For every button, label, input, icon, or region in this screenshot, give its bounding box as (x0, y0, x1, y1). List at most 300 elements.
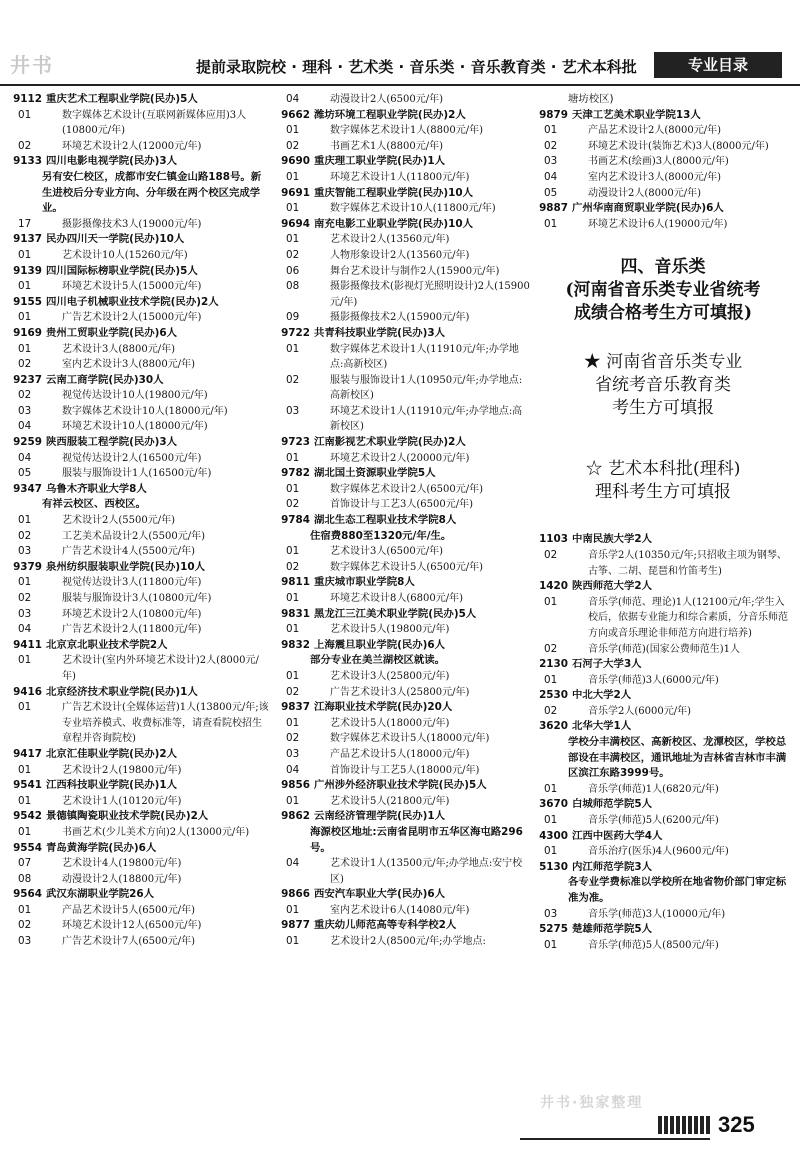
major-detail: 动漫设计2人(8000元/年) (588, 187, 701, 199)
major-detail: 环境艺术设计2人(12000元/年) (62, 140, 202, 152)
major-detail: 数字媒体艺术设计(互联网新媒体应用)3人(10800元/年) (62, 109, 247, 137)
major-detail: 动漫设计2人(6500元/年) (330, 94, 443, 105)
major-entry (532, 186, 794, 202)
major-code: 03 (286, 404, 300, 417)
school-code: 9137 (13, 233, 42, 246)
major-code: 08 (18, 872, 32, 885)
major-detail: 数字媒体艺术设计1人(8800元/年) (330, 125, 483, 137)
continued-text: 塘坊校区) (568, 93, 614, 105)
major-code: 04 (286, 763, 300, 776)
major-detail: 音乐学(师范)(国家公费师范生)1人 (588, 643, 740, 655)
major-detail: 数字媒体艺术设计10人(11800元/年) (330, 203, 496, 215)
column-left (6, 92, 270, 950)
school-entry (532, 657, 794, 673)
major-entry (274, 903, 530, 919)
school-code: 9784 (281, 514, 310, 527)
school-entry (6, 560, 270, 576)
major-entry (6, 653, 270, 684)
major-entry (6, 108, 270, 139)
major-entry (532, 170, 794, 186)
school-name: 重庆幼儿师范高等专科学校2人 (314, 919, 457, 932)
major-entry (532, 813, 794, 829)
major-code: 01 (286, 482, 300, 495)
major-detail: 艺术设计(室内外环境艺术设计)2人(8000元/年) (62, 655, 259, 682)
major-code: 02 (544, 704, 558, 717)
major-detail: 环境艺术设计5人(15000元/年) (62, 281, 202, 293)
major-detail: 动漫设计2人(18800元/年) (62, 873, 182, 885)
major-entry (274, 497, 530, 513)
major-code: 01 (286, 545, 300, 558)
major-entry (6, 934, 270, 950)
major-code: 01 (18, 342, 32, 355)
school-name: 上海震旦职业学院(民办)6人 (314, 638, 446, 651)
major-code: 01 (544, 595, 558, 608)
major-code: 05 (544, 186, 558, 199)
school-entry (6, 638, 270, 654)
major-code: 01 (544, 217, 558, 230)
major-detail: 广告艺术设计(全媒体运营)1人(13800元/年;该专业培养模式、收费标准等，请查看院校招生章程并咨询院校) (62, 702, 269, 745)
school-note: 各专业学费标准以学校所在地省物价部门审定标准为准。 (568, 876, 787, 904)
school-entry (274, 154, 530, 170)
school-code: 9259 (13, 436, 42, 449)
major-detail: 书画艺术(绘画)3人(8000元/年) (588, 156, 729, 168)
major-detail: 艺术设计2人(19800元/年) (62, 764, 182, 776)
school-name: 北京京北职业技术学院2人 (46, 638, 168, 651)
major-code: 06 (286, 264, 300, 277)
major-detail: 艺术设计2人(8500元/年;办学地点: (330, 936, 486, 948)
school-name: 四川电子机械职业技术学院(民办)2人 (46, 295, 219, 308)
major-entry (532, 154, 794, 170)
major-code: 01 (286, 794, 300, 807)
major-code: 04 (18, 451, 32, 464)
major-code: 01 (544, 124, 558, 137)
school-code: 9347 (13, 482, 42, 495)
school-entry (274, 326, 530, 342)
major-detail: 环境艺术设计1人(11800元/年) (330, 171, 470, 183)
school-code: 9862 (281, 810, 310, 823)
school-entry (274, 918, 530, 934)
major-entry (274, 669, 530, 685)
major-code: 03 (544, 907, 558, 920)
major-code: 01 (544, 814, 558, 827)
school-name: 潍坊环境工程职业学院(民办)2人 (314, 108, 466, 121)
major-code: 03 (286, 747, 300, 760)
school-code: 9811 (281, 576, 310, 589)
major-detail: 艺术设计5人(19800元/年) (330, 624, 450, 636)
major-detail: 环境艺术设计2人(10800元/年) (62, 608, 202, 620)
school-name: 云南经济管理学院(民办)1人 (314, 810, 446, 823)
major-detail: 室内艺术设计3人(8800元/年) (62, 359, 195, 371)
major-code: 01 (286, 623, 300, 636)
major-code: 17 (18, 217, 32, 230)
school-name: 白城师范学院5人 (572, 798, 652, 811)
school-name: 民办四川天一学院(民办)10人 (46, 233, 185, 246)
major-detail: 艺术设计3人(25800元/年) (330, 670, 450, 682)
major-detail: 艺术设计5人(21800元/年) (330, 795, 450, 807)
major-entry (274, 856, 530, 887)
school-entry (532, 688, 794, 704)
major-code: 01 (18, 311, 32, 324)
school-code: 2530 (539, 689, 568, 702)
major-entry (6, 575, 270, 591)
school-entry (6, 809, 270, 825)
major-detail: 数字媒体艺术设计2人(6500元/年) (330, 483, 483, 495)
major-entry (6, 357, 270, 373)
major-entry (6, 419, 270, 435)
major-code: 01 (544, 782, 558, 795)
school-entry (6, 373, 270, 389)
major-detail: 摄影摄像技术2人(15900元/年) (330, 312, 470, 324)
major-detail: 环境艺术设计(装饰艺术)3人(8000元/年) (588, 140, 769, 152)
school-code: 9379 (13, 560, 42, 573)
major-detail: 环境艺术设计6人(19000元/年) (588, 218, 728, 230)
major-entry (6, 763, 270, 779)
school-name: 中南民族大学2人 (572, 533, 652, 546)
school-entry (6, 887, 270, 903)
major-entry (274, 279, 530, 310)
major-code: 03 (18, 545, 32, 558)
major-detail: 艺术设计3人(8800元/年) (62, 343, 175, 355)
major-detail: 广告艺术设计2人(15000元/年) (62, 312, 202, 324)
major-entry (532, 907, 794, 923)
school-name: 重庆艺术工程职业学院(民办)5人 (46, 93, 198, 105)
major-code: 03 (544, 155, 558, 168)
major-detail: 摄影摄像技术(影视灯光照明设计)2人(15900元/年) (330, 281, 530, 308)
major-entry (6, 794, 270, 810)
school-code: 1103 (539, 533, 568, 546)
school-code: 9887 (539, 202, 568, 215)
school-name: 重庆理工职业学院(民办)1人 (314, 155, 446, 168)
major-entry (6, 451, 270, 467)
major-detail: 视觉传达设计2人(16500元/年) (62, 452, 202, 464)
school-code: 9554 (13, 841, 42, 854)
major-entry (532, 938, 794, 954)
school-code: 9112 (13, 93, 42, 105)
major-code: 02 (544, 642, 558, 655)
major-code: 03 (18, 404, 32, 417)
major-entry (274, 123, 530, 139)
school-entry (532, 829, 794, 845)
school-entry (532, 922, 794, 938)
school-entry (6, 264, 270, 280)
school-code: 9541 (13, 779, 42, 792)
major-entry (274, 310, 530, 326)
school-code: 9155 (13, 295, 42, 308)
major-detail: 产品艺术设计2人(8000元/年) (588, 125, 721, 137)
major-code: 01 (286, 935, 300, 948)
major-entry (6, 342, 270, 358)
major-entry (274, 560, 530, 576)
school-name: 贵州工贸职业学院(民办)6人 (46, 326, 178, 339)
major-code: 01 (18, 654, 32, 667)
school-code: 9416 (13, 685, 42, 698)
major-entry (532, 139, 794, 155)
major-entry (6, 591, 270, 607)
major-detail: 环境艺术设计8人(6800元/年) (330, 593, 463, 604)
major-entry (6, 872, 270, 888)
page-header (0, 50, 800, 86)
school-code: 9722 (281, 326, 310, 339)
major-code: 04 (286, 93, 300, 105)
school-code: 5130 (539, 860, 568, 873)
major-entry (6, 513, 270, 529)
major-entry (274, 248, 530, 264)
major-code: 01 (286, 342, 300, 355)
school-name: 天津工艺美术职业学院13人 (572, 108, 701, 121)
school-name: 乌鲁木齐职业大学8人 (46, 482, 147, 495)
school-code: 9411 (13, 638, 42, 651)
major-entry (274, 747, 530, 763)
major-detail: 环境艺术设计1人(11910元/年;办学地点:高新校区) (330, 405, 523, 433)
major-code: 01 (544, 673, 558, 686)
section-tag: 专业目录 (654, 52, 782, 78)
major-entry (274, 482, 530, 498)
major-entry (274, 622, 530, 638)
major-detail: 人物形象设计2人(13560元/年) (330, 249, 470, 261)
major-entry (532, 217, 794, 233)
major-detail: 音乐学(师范)5人(8500元/年) (588, 939, 719, 951)
school-name: 泉州纺织服装职业学院(民办)10人 (46, 560, 206, 573)
school-code: 4300 (539, 829, 568, 842)
major-detail: 环境艺术设计10人(18000元/年) (62, 421, 208, 433)
major-code: 01 (286, 669, 300, 682)
school-code: 1420 (539, 580, 568, 593)
school-note: 学校分丰满校区、高新校区、龙潭校区，学校总部设在丰满校区，通讯地址为吉林省吉林市丰满区滨江东路3999号。 (568, 736, 787, 780)
school-name: 楚雄师范学院5人 (572, 923, 652, 936)
school-entry (274, 700, 530, 716)
school-name: 武汉东湖职业学院26人 (46, 888, 154, 901)
major-code: 01 (18, 825, 32, 838)
school-entry (274, 778, 530, 794)
major-code: 02 (286, 498, 300, 511)
school-entry (6, 841, 270, 857)
major-code: 01 (18, 701, 32, 714)
major-code: 02 (286, 732, 300, 745)
major-code: 01 (18, 108, 32, 121)
major-entry (274, 92, 530, 108)
major-code: 05 (18, 467, 32, 480)
major-entry (274, 591, 530, 607)
major-entry (274, 404, 530, 435)
major-code: 01 (286, 124, 300, 137)
school-code: 9417 (13, 747, 42, 760)
major-code: 01 (286, 170, 300, 183)
school-name: 陕西服装工程学院(民办)3人 (46, 436, 178, 449)
school-code: 3670 (539, 798, 568, 811)
school-name: 景德镇陶瓷职业技术学院(民办)2人 (46, 810, 209, 823)
major-entry (532, 844, 794, 860)
major-code: 01 (18, 514, 32, 527)
major-code: 01 (18, 794, 32, 807)
school-entry (6, 435, 270, 451)
major-entry (6, 918, 270, 934)
major-code: 02 (286, 139, 300, 152)
school-name: 广州华南商贸职业学院(民办)6人 (572, 202, 724, 215)
school-entry (6, 778, 270, 794)
major-entry (6, 217, 270, 233)
school-entry (532, 579, 794, 595)
major-entry (274, 373, 530, 404)
major-detail: 室内艺术设计6人(14080元/年) (330, 904, 470, 916)
major-entry (274, 685, 530, 701)
school-code: 9831 (281, 607, 310, 620)
school-code: 9139 (13, 264, 42, 277)
major-code: 02 (18, 358, 32, 371)
major-entry (274, 342, 530, 373)
major-detail: 视觉传达设计10人(19800元/年) (62, 390, 208, 402)
major-code: 02 (18, 389, 32, 402)
major-entry (274, 264, 530, 280)
school-code: 9662 (281, 108, 310, 121)
section-music-title: 四、音乐类 (河南省音乐类专业省统考 成绩合格考生方可填报) (565, 257, 761, 324)
major-detail: 艺术设计1人(10120元/年) (62, 795, 182, 807)
column-right-bottom (532, 532, 794, 953)
major-detail: 服装与服饰设计3人(10800元/年) (62, 593, 212, 604)
page-number-bar (658, 1116, 712, 1134)
major-entry (274, 232, 530, 248)
school-code: 9691 (281, 186, 310, 199)
major-code: 02 (286, 685, 300, 698)
major-entry (532, 595, 794, 642)
school-code: 9237 (13, 373, 42, 386)
major-code: 07 (18, 857, 32, 870)
school-name: 江海职业技术学院(民办)20人 (314, 701, 453, 714)
major-code: 09 (286, 311, 300, 324)
school-code: 2130 (539, 658, 568, 671)
major-entry (6, 466, 270, 482)
major-detail: 视觉传达设计3人(11800元/年) (62, 577, 202, 589)
school-name: 江西中医药大学4人 (572, 829, 663, 842)
major-entry (6, 388, 270, 404)
school-entry (274, 217, 530, 233)
major-entry (274, 170, 530, 186)
column-right (532, 92, 794, 953)
school-name: 四川国际标榜职业学院(民办)5人 (46, 264, 198, 277)
school-name: 共青科技职业学院(民办)3人 (314, 326, 446, 339)
major-detail: 艺术设计1人(13500元/年;办学地点:安宁校区) (330, 858, 523, 885)
major-code: 02 (18, 592, 32, 604)
major-code: 02 (18, 529, 32, 542)
school-name: 湖北国土资源职业学院5人 (314, 467, 436, 480)
major-entry (274, 934, 530, 950)
major-detail: 服装与服饰设计1人(10950元/年;办学地点:高新校区) (330, 374, 523, 402)
major-code: 01 (286, 592, 300, 604)
major-entry (6, 607, 270, 623)
major-entry (6, 700, 270, 747)
school-code: 9832 (281, 638, 310, 651)
major-code: 04 (18, 623, 32, 636)
major-detail: 舞台艺术设计与制作2人(15900元/年) (330, 265, 500, 277)
column-right-top (532, 92, 794, 232)
school-note: 海源校区地址:云南省昆明市五华区海屯路296号。 (310, 825, 523, 854)
major-entry (6, 622, 270, 638)
major-entry (274, 201, 530, 217)
major-entry (532, 704, 794, 720)
school-name: 黑龙江三江美术职业学院(民办)5人 (314, 607, 477, 620)
major-detail: 广告艺术设计4人(5500元/年) (62, 546, 195, 558)
major-code: 01 (18, 576, 32, 589)
school-entry (6, 482, 270, 498)
major-entry (6, 248, 270, 264)
major-detail: 艺术设计2人(13560元/年) (330, 234, 450, 246)
school-entry (6, 326, 270, 342)
school-entry (274, 466, 530, 482)
school-code: 3620 (539, 720, 568, 733)
major-detail: 艺术设计4人(19800元/年) (62, 858, 182, 870)
school-name: 北京汇佳职业学院(民办)2人 (46, 747, 178, 760)
major-entry (532, 548, 794, 579)
school-entry (532, 719, 794, 735)
major-detail: 数字媒体艺术设计5人(18000元/年) (330, 733, 490, 745)
major-code: 02 (544, 139, 558, 152)
school-code: 9782 (281, 467, 310, 480)
school-code: 9169 (13, 326, 42, 339)
school-code: 9690 (281, 155, 310, 168)
school-entry (274, 607, 530, 623)
school-code: 9694 (281, 217, 310, 230)
school-entry (6, 747, 270, 763)
major-detail: 广告艺术设计7人(6500元/年) (62, 936, 195, 948)
major-entry (532, 123, 794, 139)
school-entry (6, 295, 270, 311)
school-name: 江南影视艺术职业学院(民办)2人 (314, 436, 466, 449)
major-code: 01 (544, 845, 558, 858)
major-detail: 服装与服饰设计1人(16500元/年) (62, 468, 212, 480)
major-detail: 首饰设计与工艺5人(18000元/年) (330, 764, 480, 776)
school-name: 四川电影电视学院(民办)3人 (46, 155, 178, 168)
major-code: 01 (286, 716, 300, 729)
column-middle (274, 92, 530, 950)
school-name: 中北大学2人 (572, 689, 632, 702)
major-detail: 书画艺术(少儿美术方向)2人(13000元/年) (62, 826, 250, 838)
school-name: 江西科技职业学院(民办)1人 (46, 779, 178, 792)
major-code: 01 (18, 280, 32, 293)
school-name: 南充电影工业职业学院(民办)10人 (314, 217, 474, 230)
major-entry (532, 642, 794, 658)
major-code: 04 (544, 170, 558, 183)
major-detail: 音乐学(师范)3人(6000元/年) (588, 674, 719, 686)
major-entry (274, 451, 530, 467)
major-code: 08 (286, 280, 300, 293)
school-entry (274, 186, 530, 202)
school-entry (274, 638, 530, 654)
school-name: 青岛黄海学院(民办)6人 (46, 841, 157, 854)
major-detail: 艺术设计3人(6500元/年) (330, 546, 443, 558)
major-detail: 艺术设计2人(5500元/年) (62, 515, 175, 527)
major-detail: 艺术设计5人(18000元/年) (330, 717, 450, 729)
school-code: 9564 (13, 888, 42, 901)
major-detail: 首饰设计与工艺3人(6500元/年) (330, 499, 473, 511)
major-entry (6, 544, 270, 560)
school-name: 北华大学1人 (572, 720, 632, 733)
school-note: 部分专业在美兰湖校区就读。 (310, 654, 446, 667)
section-art-undergrad-title: ☆ 艺术本科批(理科) 理科考生方可填报 (585, 459, 741, 503)
major-detail: 环境艺术设计2人(20000元/年) (330, 452, 470, 464)
school-name: 云南工商学院(民办)30人 (46, 373, 164, 386)
major-entry (6, 903, 270, 919)
publisher-logo: 井书 (10, 53, 54, 77)
header-title: 提前录取院校 · 理科 · 艺术类 · 音乐类 · 音乐教育类 · 艺术本科批 (196, 58, 637, 76)
major-entry (6, 529, 270, 545)
major-code: 01 (18, 763, 32, 776)
school-name: 广州涉外经济职业技术学院(民办)5人 (314, 779, 487, 792)
page-number: 325 (718, 1112, 755, 1137)
major-code: 02 (544, 548, 558, 561)
major-detail: 书画艺术1人(8800元/年) (330, 140, 443, 152)
major-detail: 摄影摄像技术3人(19000元/年) (62, 218, 202, 230)
major-entry (6, 856, 270, 872)
school-code: 9877 (281, 919, 310, 932)
